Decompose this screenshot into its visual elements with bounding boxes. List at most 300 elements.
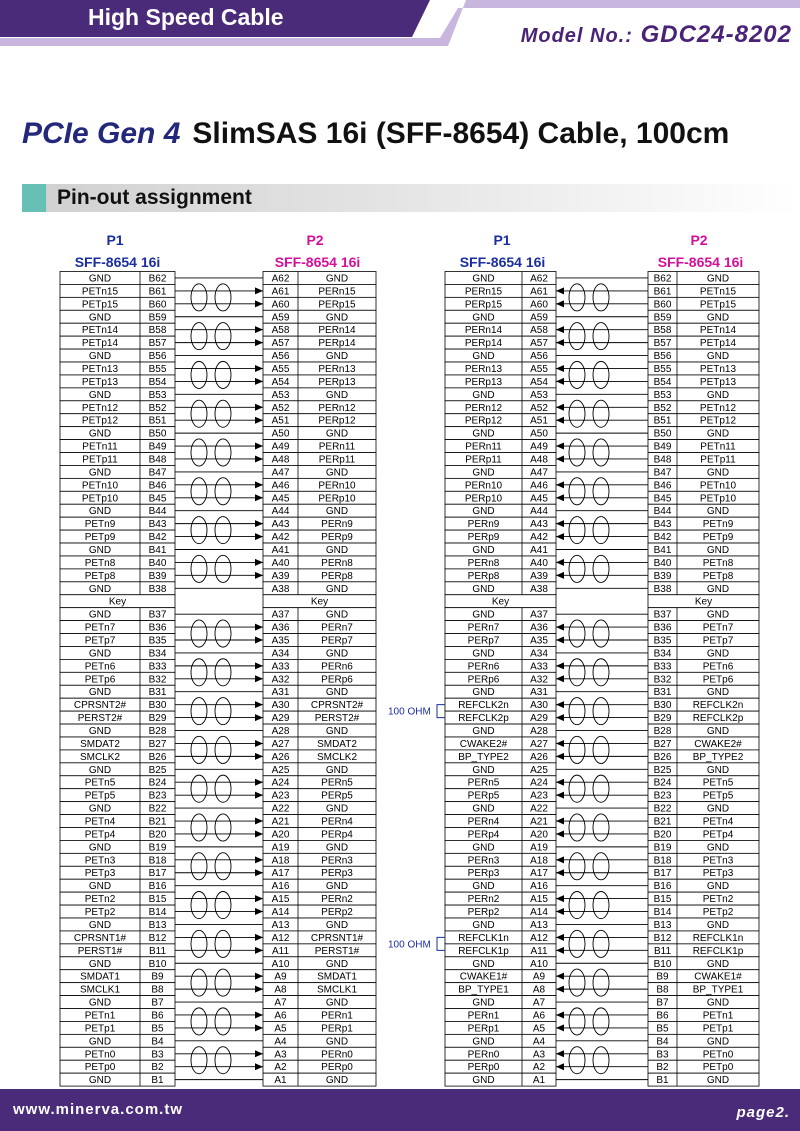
footer-url: www.minerva.com.tw: [13, 1101, 183, 1118]
right-twisted-pair-ellipse: [593, 361, 609, 388]
left-p2-pin: A52: [271, 402, 290, 414]
right-p1-signal: GND: [472, 648, 495, 660]
left-p2-pin: A58: [271, 325, 290, 337]
right-p1-signal: GND: [472, 997, 495, 1009]
right-arrow-head: [556, 404, 564, 411]
right-p2-signal: GND: [706, 764, 730, 776]
left-arrow-head: [255, 701, 263, 708]
left-p2-signal: PERn6: [321, 661, 353, 673]
right-p2-pin: B7: [656, 997, 669, 1009]
right-p2-pin: B29: [653, 713, 672, 725]
right-p2-signal: REFCLK1n: [692, 932, 744, 944]
right-arrow-head: [556, 287, 564, 294]
left-p1-pin: B23: [148, 790, 167, 802]
right-p2-signal: GND: [706, 273, 730, 285]
right-p2-signal: PETn5: [702, 777, 734, 789]
right-twisted-pair-ellipse: [593, 478, 609, 505]
right-twisted-pair-ellipse: [569, 930, 585, 957]
left-p1-signal: GND: [88, 958, 112, 970]
right-arrow-head: [556, 326, 564, 333]
left-p2-signal: PERp9: [321, 532, 353, 544]
right-twisted-pair-ellipse: [569, 853, 585, 880]
right-p2-signal: PETn3: [702, 855, 734, 867]
left-p1-pin: B6: [151, 1010, 164, 1022]
left-p1-signal: GND: [88, 506, 112, 518]
left-p2-signal: PERST2#: [314, 713, 360, 725]
left-p1-pin: B25: [148, 764, 167, 776]
left-twisted-pair-ellipse: [215, 659, 231, 686]
left-p2-pin: A10: [271, 958, 290, 970]
left-p1-pin: B5: [151, 1023, 164, 1035]
right-p2-signal: PETp14: [699, 338, 737, 350]
right-p2-signal: PETn9: [702, 519, 734, 531]
left-p2-pin: A61: [271, 286, 290, 298]
left-p1-pin: B61: [148, 286, 167, 298]
right-p1-signal: GND: [472, 389, 495, 401]
right-p1-signal: GND: [472, 428, 495, 440]
left-p2-signal: PERp13: [318, 376, 356, 388]
left-p1-pin: B45: [148, 493, 167, 505]
right-p1-signal: PERp12: [464, 415, 503, 427]
right-arrow-head: [556, 637, 564, 644]
right-p2-pin: B10: [653, 958, 672, 970]
right-p1-pin: A11: [530, 945, 548, 957]
left-arrow-head: [255, 404, 263, 411]
left-arrow-head: [255, 339, 263, 346]
right-p2-signal: GND: [706, 583, 730, 595]
left-p2-pin: A59: [271, 312, 290, 324]
right-p1-pin: A35: [530, 635, 548, 647]
left-p1-signal: PETp4: [84, 829, 116, 841]
right-p1-pin: A13: [530, 919, 548, 931]
right-p1-signal: PERn7: [467, 622, 500, 634]
right-p1-pin: A9: [532, 971, 546, 983]
left-twisted-pair-ellipse: [215, 736, 231, 763]
right-p1-signal: GND: [472, 273, 495, 285]
right-twisted-pair-ellipse: [593, 439, 609, 466]
left-p1-signal: PETp11: [82, 454, 118, 466]
right-p2-signal: PETp8: [702, 570, 734, 582]
right-p2-signal: PETn6: [702, 661, 734, 673]
left-p1-label: P1: [106, 232, 124, 248]
right-arrow-head: [556, 339, 564, 346]
left-p1-signal: PETn1: [84, 1010, 116, 1022]
left-arrow-head: [255, 895, 263, 902]
left-p1-pin: B59: [148, 312, 167, 324]
left-p2-signal: PERp2: [321, 907, 353, 919]
left-p1-signal: PETp5: [84, 790, 116, 802]
right-twisted-pair-ellipse: [593, 930, 609, 957]
right-p2-signal: PETn0: [702, 1049, 734, 1061]
left-p1-pin: B49: [148, 441, 167, 453]
right-p1-signal: BP_TYPE2: [458, 751, 509, 763]
title-rest: SlimSAS 16i (SFF-8654) Cable, 100cm: [192, 117, 730, 150]
right-p2-pin: B23: [653, 790, 672, 802]
left-p2-pin: A53: [271, 389, 290, 401]
left-p2-pin: A19: [271, 842, 290, 854]
right-twisted-pair-ellipse: [593, 517, 609, 544]
left-p2-signal: PERn14: [318, 325, 356, 337]
right-p1-pin: A49: [530, 441, 548, 453]
right-arrow-head: [556, 1024, 564, 1031]
left-p2-pin: A37: [271, 609, 290, 621]
right-p1-signal: REFCLK1n: [458, 932, 509, 944]
left-p2-pin: A50: [271, 428, 290, 440]
left-p2-signal: PERp15: [318, 299, 356, 311]
right-p2-pin: B15: [653, 894, 672, 906]
left-p1-signal: CPRSNT2#: [73, 700, 127, 712]
right-p1-signal: GND: [472, 312, 495, 324]
left-p2-signal: GND: [325, 958, 349, 970]
right-p1-pin: A16: [530, 881, 548, 893]
left-arrow-head: [255, 572, 263, 579]
right-p1-signal: PERn14: [464, 325, 503, 337]
left-arrow-head: [255, 779, 263, 786]
left-p1-signal: GND: [88, 919, 112, 931]
right-p1-pin: A34: [530, 648, 548, 660]
right-p1-signal: PERn8: [467, 557, 500, 569]
right-p1-pin: A40: [530, 557, 548, 569]
right-p2-pin: B40: [653, 557, 672, 569]
right-p1-pin: A6: [532, 1010, 546, 1022]
right-arrow-head: [556, 895, 564, 902]
right-arrow-head: [556, 662, 564, 669]
right-arrow-head: [556, 533, 564, 540]
left-arrow-head: [255, 300, 263, 307]
left-p2-signal: SMDAT1: [317, 971, 357, 983]
left-p1-signal: PETp14: [81, 338, 119, 350]
left-p2-pin: A44: [271, 506, 290, 518]
left-p2-pin: A48: [271, 454, 290, 466]
right-p2-signal: PETp15: [699, 299, 737, 311]
right-p1-signal: PERn3: [467, 855, 500, 867]
left-p2-pin: A17: [271, 868, 290, 880]
right-arrow-head: [556, 572, 564, 579]
left-p2-signal: PERp14: [318, 338, 356, 350]
left-p1-pin: B62: [148, 273, 167, 285]
right-p2-pin: B6: [656, 1010, 669, 1022]
left-p1-pin: B1: [151, 1075, 164, 1087]
left-p1-signal: PETp12: [81, 415, 119, 427]
right-p1-signal: GND: [472, 687, 495, 699]
left-p1-pin: B48: [148, 454, 167, 466]
right-p1-pin: A20: [530, 829, 548, 841]
right-p2-pin: B34: [653, 648, 672, 660]
left-p2-pin: A32: [271, 674, 290, 686]
right-p2-pin: B8: [656, 984, 669, 996]
left-p1-pin: B44: [148, 506, 167, 518]
right-arrow-head: [556, 559, 564, 566]
right-arrow-head: [556, 818, 564, 825]
right-p1-pin: A22: [530, 803, 548, 815]
left-p2-pin: A49: [271, 441, 290, 453]
right-twisted-pair-ellipse: [593, 814, 609, 841]
left-p2-signal: GND: [325, 609, 349, 621]
left-p1-pin: B60: [148, 299, 167, 311]
left-arrow-head: [255, 1050, 263, 1057]
right-p1-pin: A3: [532, 1049, 546, 1061]
left-p2-pin: A38: [271, 583, 290, 595]
left-p1-signal: PETp10: [81, 493, 119, 505]
right-p2-pin: B47: [653, 467, 672, 479]
left-arrow-head: [255, 908, 263, 915]
right-twisted-pair-ellipse: [569, 969, 585, 996]
right-arrow-head: [556, 908, 564, 915]
right-p2-signal: PETn11: [700, 441, 736, 453]
right-p2-signal: GND: [706, 351, 730, 363]
header-title: High Speed Cable: [88, 4, 284, 30]
left-arrow-head: [255, 714, 263, 721]
left-p2-signal: CPRSNT1#: [310, 932, 364, 944]
left-twisted-pair-ellipse: [191, 814, 207, 841]
section-title: Pin-out assignment: [57, 186, 252, 209]
left-p2-pin: A31: [271, 687, 290, 699]
left-p1-signal: GND: [88, 1036, 112, 1048]
right-p1-signal: PERp11: [465, 454, 502, 466]
right-p1-label: P1: [493, 232, 511, 248]
left-p1-signal: PETn9: [84, 519, 116, 531]
left-p2-signal: PERn3: [321, 855, 353, 867]
left-p1-pin: B34: [148, 648, 167, 660]
right-twisted-pair-ellipse: [593, 969, 609, 996]
left-p2-pin: A40: [271, 557, 290, 569]
left-p1-pin: B10: [148, 958, 167, 970]
left-p2-signal: PERn8: [321, 557, 353, 569]
left-p1-signal: GND: [88, 544, 112, 556]
right-p2-signal: GND: [706, 648, 730, 660]
right-p1-pin: A27: [530, 738, 548, 750]
right-p1-pin: A50: [530, 428, 548, 440]
left-p2-pin: A43: [271, 519, 290, 531]
left-p1-pin: B52: [148, 402, 167, 414]
left-p2-signal: PERn7: [321, 622, 353, 634]
left-twisted-pair-ellipse: [215, 400, 231, 427]
right-p1-pin: A29: [530, 713, 548, 725]
right-p1-signal: GND: [472, 1075, 495, 1087]
right-p1-signal: GND: [472, 764, 495, 776]
right-p1-pin: A59: [530, 312, 548, 324]
left-p1-signal: GND: [88, 803, 112, 815]
left-p2-pin: A45: [271, 493, 290, 505]
left-p2-signal: PERp4: [321, 829, 353, 841]
right-arrow-head: [556, 701, 564, 708]
right-arrow-head: [556, 830, 564, 837]
right-p1-pin: A36: [530, 622, 548, 634]
right-p1-signal: PERp3: [467, 868, 500, 880]
right-p1-signal: PERp7: [467, 635, 500, 647]
right-p2-signal: BP_TYPE2: [692, 751, 744, 763]
right-p1-pin: A30: [530, 700, 548, 712]
left-p1-pin: B18: [148, 855, 167, 867]
left-p2-signal: PERp1: [321, 1023, 353, 1035]
left-twisted-pair-ellipse: [191, 1008, 207, 1035]
left-twisted-pair-ellipse: [215, 284, 231, 311]
left-arrow-head: [255, 1024, 263, 1031]
left-twisted-pair-ellipse: [191, 659, 207, 686]
left-p1-pin: B56: [148, 351, 167, 363]
right-p2-pin: B36: [653, 622, 672, 634]
left-arrow-head: [255, 856, 263, 863]
right-twisted-pair-ellipse: [569, 439, 585, 466]
left-p1-pin: B7: [151, 997, 164, 1009]
right-p1-pin: A61: [530, 286, 548, 298]
right-twisted-pair-ellipse: [569, 814, 585, 841]
left-arrow-head: [255, 973, 263, 980]
left-p1-signal: GND: [88, 312, 112, 324]
right-p2-signal: BP_TYPE1: [692, 984, 744, 996]
left-arrow-head: [255, 494, 263, 501]
right-p1-signal: PERn4: [467, 816, 500, 828]
left-p1-signal: SMDAT1: [80, 971, 120, 983]
left-p1-pin: B31: [148, 687, 167, 699]
left-p1-signal: PERST1#: [77, 945, 123, 957]
right-p1-signal: GND: [472, 1036, 495, 1048]
left-twisted-pair-ellipse: [215, 891, 231, 918]
left-p2-signal: SMCLK2: [316, 751, 358, 763]
right-p2-pin: B12: [653, 932, 672, 944]
left-p1-pin: B27: [148, 738, 167, 750]
left-p1-pin: B19: [148, 842, 167, 854]
left-arrow-head: [255, 559, 263, 566]
right-p2-pin: B60: [653, 299, 672, 311]
right-p1-pin: A21: [530, 816, 548, 828]
right-p1-signal: BP_TYPE1: [458, 984, 509, 996]
left-p1-signal: GND: [88, 997, 112, 1009]
right-p2-pin: B5: [656, 1023, 669, 1035]
left-p2-pin: A34: [271, 648, 290, 660]
right-p1-signal: GND: [472, 842, 495, 854]
left-p1-pin: B33: [148, 661, 167, 673]
left-p1-pin: B39: [148, 570, 167, 582]
left-p2-pin: A26: [271, 751, 290, 763]
left-arrow-head: [255, 1011, 263, 1018]
right-p2-pin: B61: [653, 286, 672, 298]
left-p2-pin: A6: [274, 1010, 287, 1022]
right-p2-signal: GND: [706, 919, 730, 931]
left-p2-signal: GND: [325, 726, 349, 738]
left-p2-signal: CPRSNT2#: [310, 700, 364, 712]
right-p1-pin: A51: [530, 415, 548, 427]
left-p2-type: SFF-8654 16i: [274, 254, 361, 270]
left-arrow-head: [255, 455, 263, 462]
left-p2-signal: PERn2: [321, 894, 353, 906]
left-p1-pin: B8: [151, 984, 164, 996]
left-twisted-pair-ellipse: [215, 698, 231, 725]
left-p1-signal: CPRSNT1#: [73, 932, 127, 944]
left-p1-pin: B15: [148, 894, 167, 906]
right-p1-pin: A46: [530, 480, 548, 492]
left-twisted-pair-ellipse: [191, 930, 207, 957]
right-p1-pin: A45: [530, 493, 548, 505]
right-p2-pin: B14: [653, 907, 672, 919]
left-p2-pin: A16: [271, 881, 290, 893]
right-p1-pin: A23: [530, 790, 548, 802]
left-p1-pin: B42: [148, 532, 167, 544]
left-p1-signal: PETp15: [81, 299, 119, 311]
right-p2-pin: B56: [653, 351, 672, 363]
left-p1-signal: PETn4: [84, 816, 116, 828]
left-p1-signal: SMDAT2: [80, 738, 120, 750]
right-p1-signal: PERn10: [464, 480, 503, 492]
left-twisted-pair-ellipse: [191, 517, 207, 544]
left-p1-signal: GND: [88, 648, 112, 660]
left-p2-pin: A2: [274, 1062, 287, 1074]
right-arrow-head: [556, 792, 564, 799]
left-p2-pin: A13: [271, 919, 290, 931]
right-twisted-pair-ellipse: [569, 620, 585, 647]
left-p2-pin: A60: [271, 299, 290, 311]
left-p1-pin: B11: [148, 945, 167, 957]
right-p2-pin: B55: [653, 363, 672, 375]
right-p2-pin: B54: [653, 376, 672, 388]
right-arrow-head: [556, 520, 564, 527]
right-p2-signal: PETp12: [699, 415, 737, 427]
right-p2-pin: B38: [653, 583, 672, 595]
left-p1-pin: B53: [148, 389, 167, 401]
left-p2-signal: PERp10: [318, 493, 356, 505]
right-twisted-pair-ellipse: [593, 555, 609, 582]
right-p2-signal: GND: [706, 958, 730, 970]
right-p2-pin: B51: [653, 415, 672, 427]
right-p1-signal: PERp14: [464, 338, 503, 350]
left-twisted-pair-ellipse: [191, 736, 207, 763]
left-p2-signal: GND: [325, 764, 349, 776]
right-p1-signal: REFCLK2p: [458, 713, 509, 725]
left-p2-pin: A15: [271, 894, 290, 906]
right-p1-pin: A39: [530, 570, 548, 582]
left-p2-pin: A7: [274, 997, 287, 1009]
right-arrow-head: [556, 714, 564, 721]
right-twisted-pair-ellipse: [569, 400, 585, 427]
left-twisted-pair-ellipse: [215, 361, 231, 388]
left-p1-signal: GND: [88, 351, 112, 363]
right-p2-pin: B24: [653, 777, 672, 789]
left-p1-pin: B58: [148, 325, 167, 337]
right-p1-pin: A18: [530, 855, 548, 867]
left-p1-signal: PETn15: [81, 286, 119, 298]
right-p1-pin: A44: [530, 506, 548, 518]
left-p1-pin: B57: [148, 338, 167, 350]
left-twisted-pair-ellipse: [191, 478, 207, 505]
left-p2-signal: GND: [325, 273, 349, 285]
right-p2-pin: B33: [653, 661, 672, 673]
right-p2-pin: B46: [653, 480, 672, 492]
left-p2-signal: GND: [325, 312, 349, 324]
left-p2-signal: GND: [325, 648, 349, 660]
left-p1-type: SFF-8654 16i: [74, 254, 161, 270]
left-p1-signal: PETp1: [84, 1023, 116, 1035]
right-twisted-pair-ellipse: [593, 400, 609, 427]
left-p1-signal: PETn2: [84, 894, 116, 906]
right-twisted-pair-ellipse: [569, 323, 585, 350]
left-p2-pin: A30: [271, 700, 290, 712]
right-p2-signal: GND: [706, 506, 730, 518]
right-p1-pin: A52: [530, 402, 548, 414]
right-p2-signal: GND: [706, 609, 730, 621]
right-p1-pin: A5: [532, 1023, 546, 1035]
left-p2-pin: A29: [271, 713, 290, 725]
right-p2-signal: PETp3: [702, 868, 734, 880]
left-twisted-pair-ellipse: [215, 853, 231, 880]
right-p1-signal: PERp5: [467, 790, 500, 802]
right-p1-pin: A31: [530, 687, 548, 699]
left-twisted-pair-ellipse: [215, 930, 231, 957]
right-p2-pin: B21: [653, 816, 672, 828]
right-p2-pin: B62: [653, 273, 672, 285]
left-p2-signal: GND: [325, 842, 349, 854]
left-p2-pin: A57: [271, 338, 290, 350]
right-p2-signal: GND: [706, 687, 730, 699]
